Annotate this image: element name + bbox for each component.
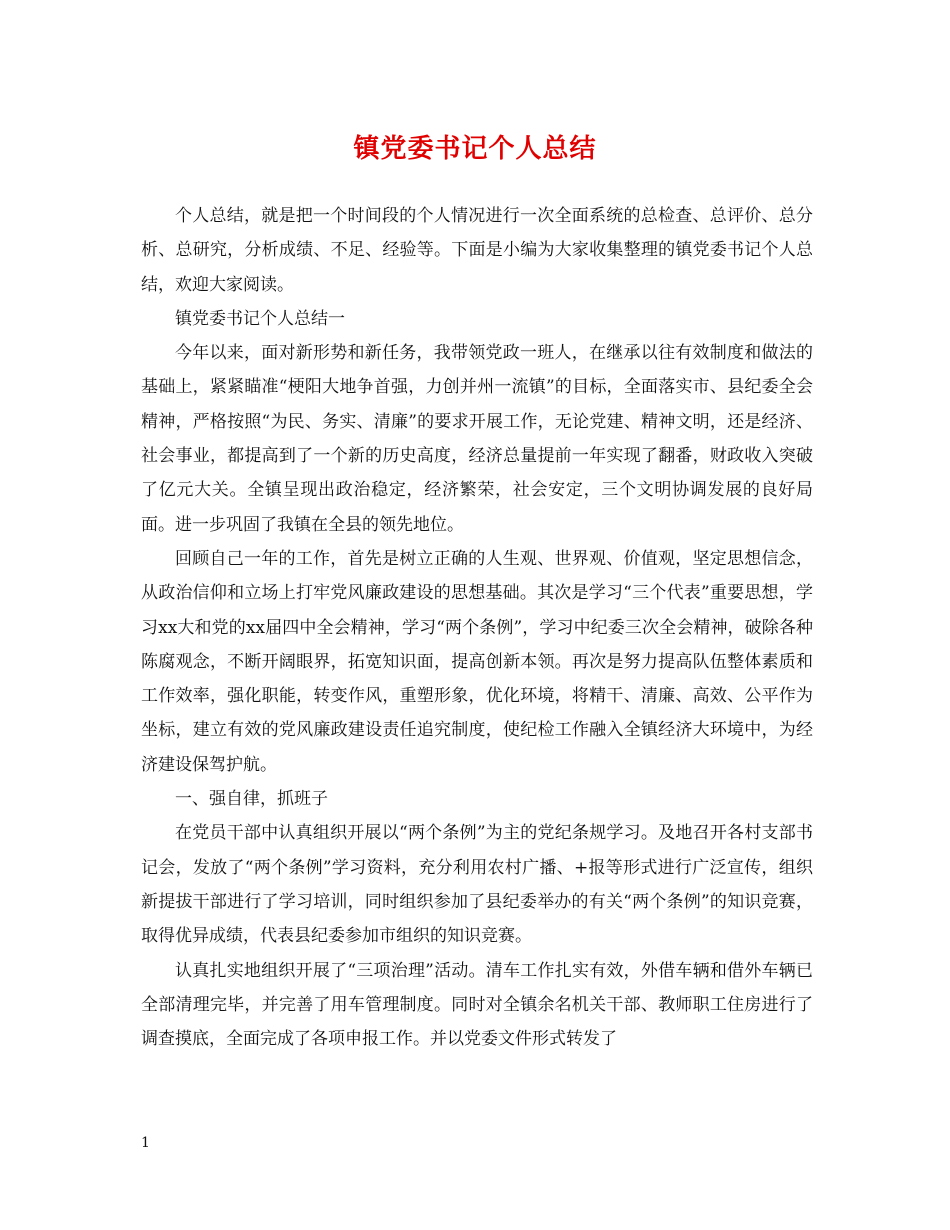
document-body [141,199,813,1056]
intro-paragraph: 个人总结，就是把一个时间段的个人情况进行一次全面系统的总检查、总评价、总分析、总研究，分析成绩、不足、经验等。下面是小编为大家收集整理的镇党委书记个人总结，欢迎大家阅读。 [141,206,813,295]
body-paragraph: 回顾自己一年的工作，首先是树立正确的人生观、世界观、价值观，坚定思想信念，从政治信仰和立场上打牢党风廉政建设的思想基础。其次是学习“三个代表”重要思想，学习xx大和党的xx届四中全会精神，学习“两个条例”，学习中纪委三次全会精神，破除各种陈腐观念，不断开阔眼界，拓宽知识面，提高创新本领。再次是努力提高队伍整体素质和工作效率，强化职能，转变作风，重塑形象，优化环境，将精干、清廉、高效、公平作为坐标，建立有效的党风廉政建设责任追究制度，使纪检工作融入全镇经济大环境中，为经济建设保驾护航。 [141,548,813,775]
section-heading: 镇党委书记个人总结一 [175,308,345,329]
body-paragraph: 认真扎实地组织开展了“三项治理”活动。清车工作扎实有效，外借车辆和借外车辆已全部清理完毕，并完善了用车管理制度。同时对全镇余名机关干部、教师职工住房进行了调查摸底，全面完成了各项申报工作。并以党委文件形式转发了 [141,960,813,1050]
page-number: 1 [141,1135,150,1151]
body-paragraph: 在党员干部中认真组织开展以“两个条例”为主的党纪条规学习。及地召开各村支部书记会，发放了“两个条例”学习资料，充分利用农村广播、+报等形式进行广泛宣传，组织新提拔干部进行了学习培训，同时组织参加了县纪委举办的有关“两个条例”的知识竞赛，取得优异成绩，代表县纪委参加市组织的知识竞赛。 [141,823,813,947]
body-paragraph: 今年以来，面对新形势和新任务，我带领党政一班人，在继承以往有效制度和做法的基础上，紧紧瞄准“梗阳大地争首强，力创并州一流镇”的目标，全面落实市、县纪委全会精神，严格按照“为民、务实、清廉”的要求开展工作，无论党建、精神文明，还是经济、社会事业，都提高到了一个新的历史高度，经济总量提前一年实现了翻番，财政收入突破了亿元大关。全镇呈现出政治稳定，经济繁荣，社会安定，三个文明协调发展的良好局面。进一步巩固了我镇在全县的领先地位。 [141,343,813,535]
document-title: 镇党委书记个人总结 [353,134,597,164]
subsection-heading: 一、强自律，抓班子 [175,789,328,810]
